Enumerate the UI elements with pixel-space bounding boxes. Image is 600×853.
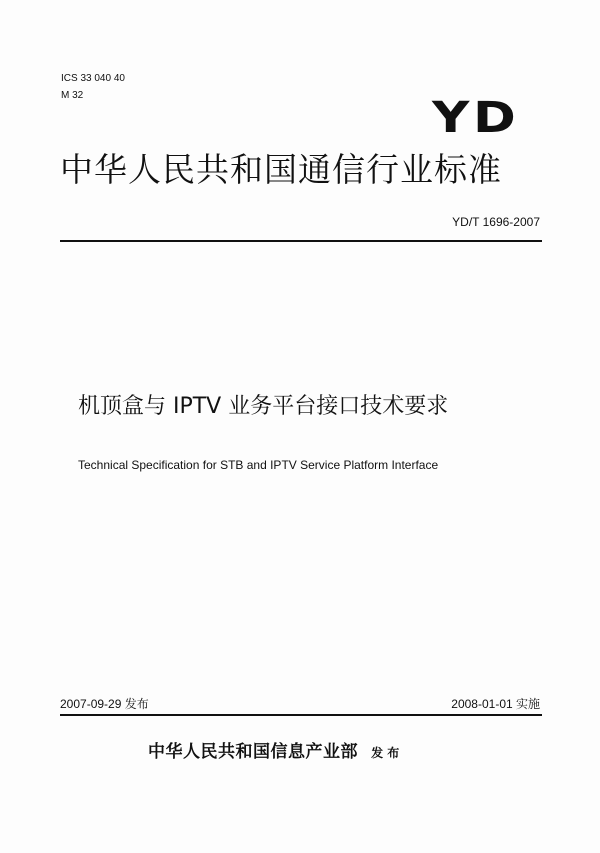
issuer-publish-label: 发 布 bbox=[371, 746, 400, 760]
standard-number: YD/T 1696-2007 bbox=[452, 215, 540, 229]
ics-code: ICS 33 040 40 bbox=[61, 73, 125, 84]
publish-date: 2007-09-29 发布 bbox=[60, 697, 149, 711]
implementation-date: 2008-01-01 实施 bbox=[451, 697, 540, 711]
header-divider bbox=[60, 240, 542, 242]
document-title-chinese: 机顶盒与 IPTV 业务平台接口技术要求 bbox=[78, 394, 449, 419]
document-title-english: Technical Specification for STB and IPTV Service Platform Interface bbox=[78, 458, 439, 472]
industry-standard-title: 中华人民共和国通信行业标准 bbox=[60, 150, 502, 189]
footer-divider bbox=[60, 714, 542, 716]
issuer-name: 中华人民共和国信息产业部 bbox=[148, 742, 358, 762]
yd-logo: YD bbox=[432, 93, 520, 143]
ccs-code: M 32 bbox=[61, 90, 84, 101]
issuing-authority bbox=[148, 740, 468, 765]
